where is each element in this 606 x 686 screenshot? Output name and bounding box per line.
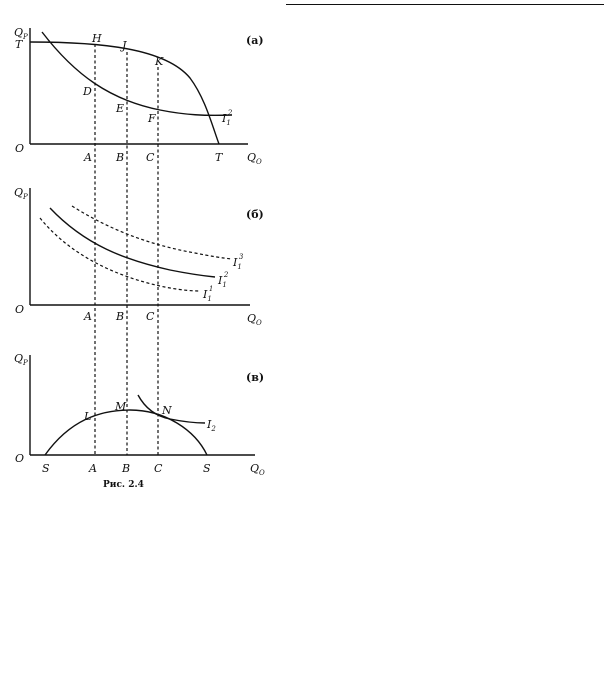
panel-b-y-axis-label: $Q_P$ — [14, 186, 28, 201]
panel-b-curve-label-3: $I_13$ — [233, 253, 244, 271]
panel-a-x-mark-a: A — [84, 151, 92, 164]
panel-c-tag: (в) — [246, 371, 265, 384]
panel-b — [14, 186, 264, 327]
panel-a-x-mark-c: C — [146, 151, 155, 164]
panel-c-x-axis-label: $Q_O$ — [250, 462, 265, 477]
panel-b-x-mark-c: C — [146, 310, 155, 323]
panel-a-point-d: D — [83, 85, 92, 98]
panel-c-x-mark-b: B — [122, 462, 131, 475]
panel-c — [14, 352, 265, 477]
vertical-guides — [95, 44, 158, 455]
panel-c-y-axis-label: $Q_P$ — [14, 352, 28, 367]
panel-a-y-axis-label: $Q_P$ — [14, 26, 28, 41]
panel-a-point-h: H — [92, 32, 102, 45]
panel-a-ppf-endpoint-x: T — [215, 151, 223, 164]
panel-c-point-l: L — [84, 410, 92, 423]
panel-c-hump-curve — [45, 410, 207, 455]
panel-c-x-mark-s-left: S — [42, 462, 50, 475]
panel-b-tag: (б) — [246, 208, 264, 221]
panel-a-point-j: J — [122, 39, 127, 52]
panel-a-point-k: K — [155, 55, 164, 68]
panel-c-x-mark-s-right: S — [203, 462, 211, 475]
panel-c-indiff-label: $I_2$ — [207, 418, 216, 433]
panel-a-tag: (a) — [246, 34, 264, 47]
panel-a-origin: O — [15, 142, 25, 155]
panel-a-x-axis-label: $Q_O$ — [247, 151, 262, 166]
panel-c-point-m: M — [115, 400, 127, 413]
panel-b-origin: O — [15, 303, 25, 316]
figure-caption: Рис. 2.4 — [103, 480, 144, 490]
panel-b-x-mark-a: A — [84, 310, 92, 323]
panel-c-origin: O — [15, 452, 25, 465]
panel-a — [14, 26, 264, 166]
panel-c-x-mark-a: A — [89, 462, 97, 475]
panel-b-curve-label-2: $I_12$ — [218, 271, 229, 289]
panel-c-point-n: N — [162, 404, 172, 417]
panel-a-indiff-label: $I_12$ — [222, 109, 233, 127]
panel-b-indiff-curve-2 — [50, 208, 215, 277]
panel-a-point-e: E — [116, 102, 125, 115]
panel-a-ppf-endpoint-y: T — [15, 38, 23, 51]
panel-b-indiff-curve-3 — [72, 206, 232, 259]
panel-b-curve-label-1: $I_11$ — [203, 285, 214, 303]
panel-a-ppf-curve — [30, 42, 219, 144]
panel-a-x-mark-b: B — [116, 151, 125, 164]
panel-a-point-f: F — [148, 112, 156, 125]
panel-b-x-axis-label: $Q_O$ — [247, 312, 262, 327]
panel-c-x-mark-c: C — [154, 462, 163, 475]
panel-b-x-mark-b: B — [116, 310, 125, 323]
